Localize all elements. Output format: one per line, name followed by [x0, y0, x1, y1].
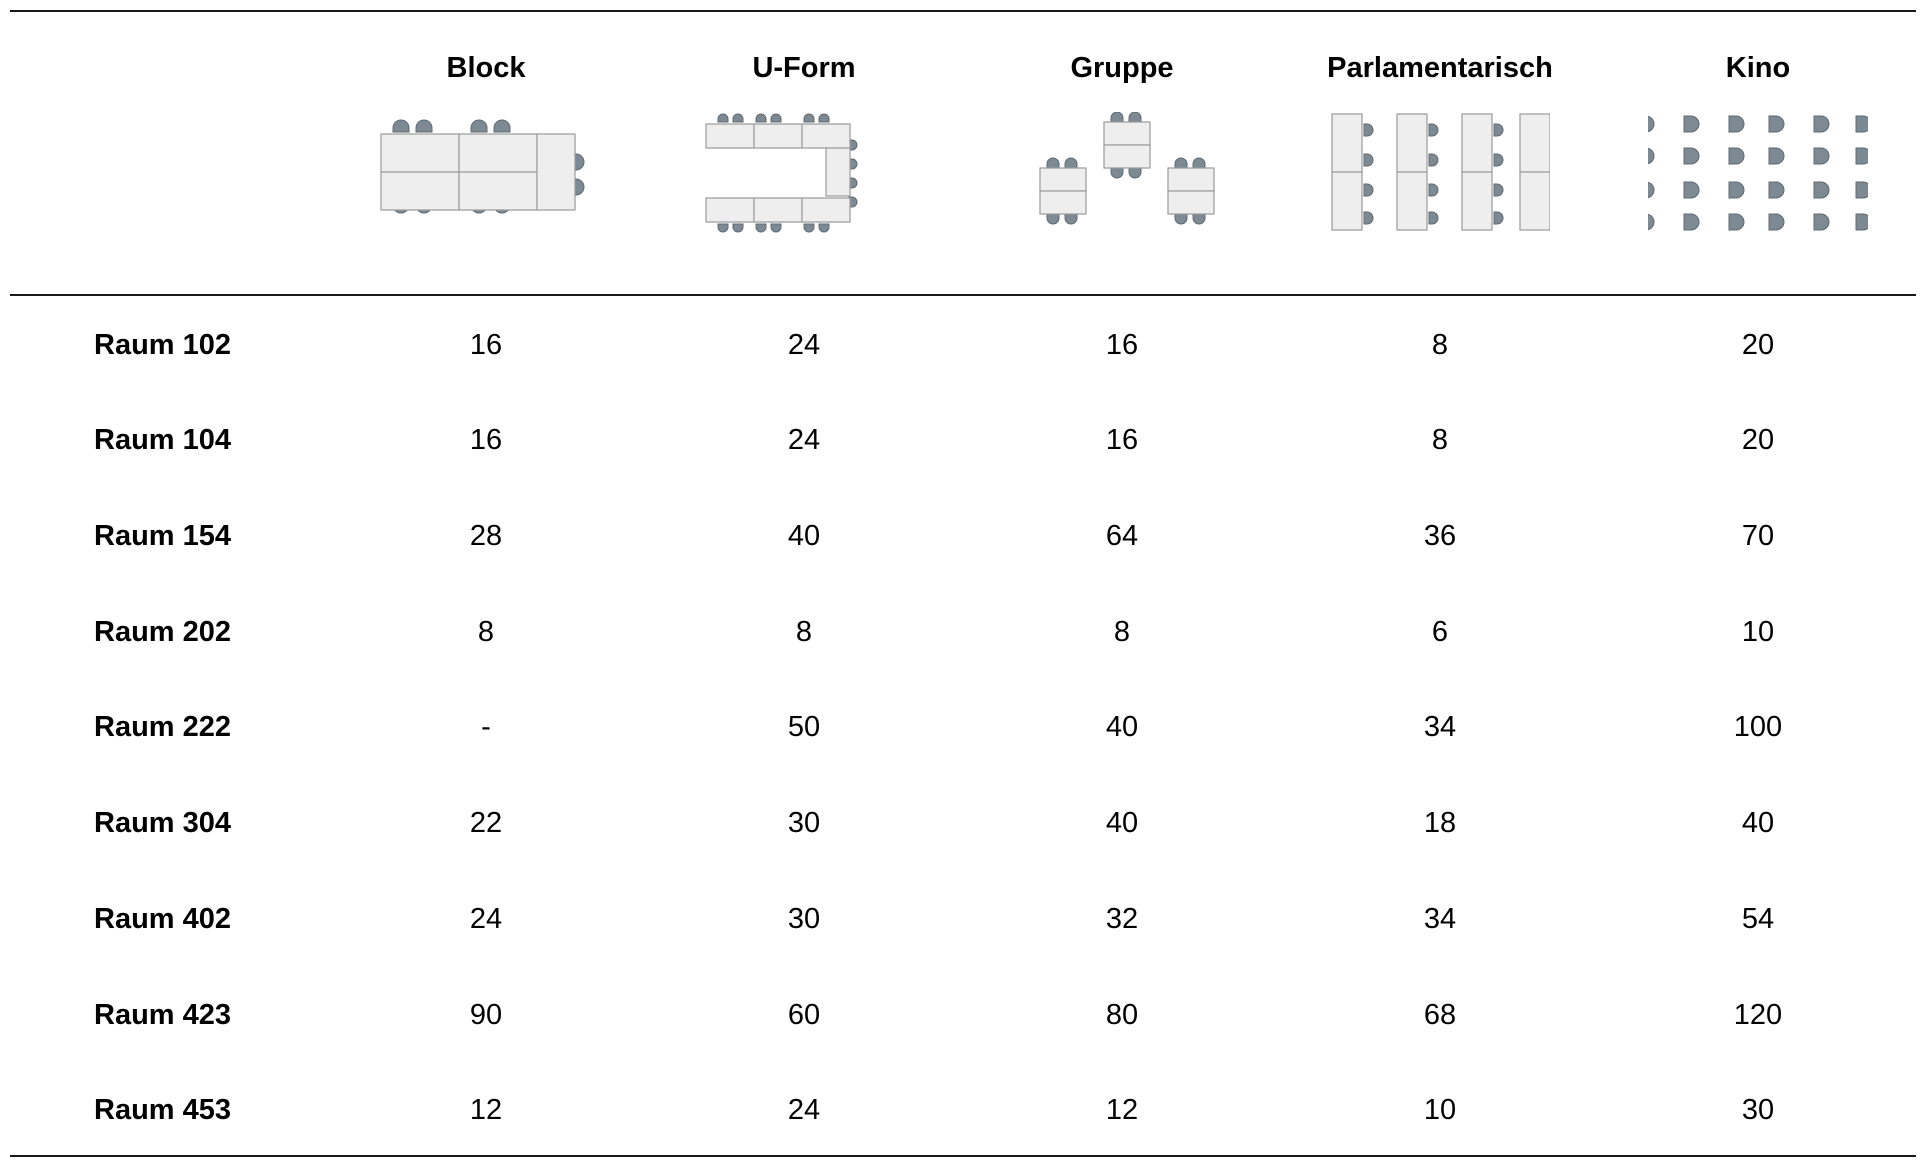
cell-block: -: [481, 711, 491, 743]
table-header: [0, 12, 1920, 294]
column-title: Block: [446, 52, 526, 84]
cell-parlamentarisch: 8: [1431, 424, 1449, 456]
cell-block: 8: [477, 616, 495, 648]
cell-kino: 100: [1733, 711, 1783, 743]
column-header-u-form: [654, 12, 954, 294]
cell-block: 24: [469, 903, 503, 935]
block-layout-icon: [376, 112, 596, 262]
column-title: Kino: [1725, 52, 1791, 84]
cell-parlamentarisch: 10: [1423, 1094, 1457, 1126]
cell-u-form: 24: [787, 424, 821, 456]
row-label: Raum 222: [94, 711, 232, 743]
row-label: Raum 154: [94, 520, 232, 552]
table-row: [0, 793, 1920, 853]
table-row: [0, 1080, 1920, 1140]
cell-block: 16: [469, 329, 503, 361]
cell-kino: 20: [1741, 424, 1775, 456]
cell-gruppe: 40: [1105, 711, 1139, 743]
cell-u-form: 50: [787, 711, 821, 743]
table-body: [0, 296, 1920, 1154]
table-row: [0, 985, 1920, 1045]
cell-parlamentarisch: 34: [1423, 903, 1457, 935]
u-form-layout-icon: [694, 112, 914, 262]
cell-block: 16: [469, 424, 503, 456]
cell-parlamentarisch: 8: [1431, 329, 1449, 361]
cell-kino: 20: [1741, 329, 1775, 361]
table-row: [0, 602, 1920, 662]
cinema-layout-icon: [1648, 112, 1868, 262]
cell-u-form: 24: [787, 329, 821, 361]
cell-block: 12: [469, 1094, 503, 1126]
cell-u-form: 40: [787, 520, 821, 552]
cell-parlamentarisch: 6: [1431, 616, 1449, 648]
cell-gruppe: 40: [1105, 807, 1139, 839]
cell-block: 22: [469, 807, 503, 839]
column-title: U-Form: [752, 52, 856, 84]
cell-block: 90: [469, 999, 503, 1031]
column-header-kino: [1608, 12, 1908, 294]
cell-parlamentarisch: 68: [1423, 999, 1457, 1031]
row-label: Raum 104: [94, 424, 232, 456]
cell-gruppe: 16: [1105, 424, 1139, 456]
column-title: Gruppe: [1070, 52, 1174, 84]
cell-kino: 30: [1741, 1094, 1775, 1126]
cell-parlamentarisch: 34: [1423, 711, 1457, 743]
cell-gruppe: 16: [1105, 329, 1139, 361]
row-label: Raum 423: [94, 999, 232, 1031]
column-header-parlamentarisch: [1290, 12, 1590, 294]
cell-block: 28: [469, 520, 503, 552]
table-row: [0, 315, 1920, 375]
cell-gruppe: 8: [1113, 616, 1131, 648]
table-row: [0, 506, 1920, 566]
cell-kino: 40: [1741, 807, 1775, 839]
cell-kino: 54: [1741, 903, 1775, 935]
cell-kino: 10: [1741, 616, 1775, 648]
cell-u-form: 30: [787, 807, 821, 839]
row-label: Raum 102: [94, 329, 232, 361]
cell-u-form: 24: [787, 1094, 821, 1126]
cell-gruppe: 64: [1105, 520, 1139, 552]
column-header-gruppe: [972, 12, 1272, 294]
cell-u-form: 30: [787, 903, 821, 935]
cell-u-form: 60: [787, 999, 821, 1031]
column-header-block: [336, 12, 636, 294]
group-layout-icon: [1012, 112, 1232, 262]
cell-gruppe: 80: [1105, 999, 1139, 1031]
parliamentary-layout-icon: [1330, 112, 1550, 262]
row-label: Raum 202: [94, 616, 232, 648]
cell-parlamentarisch: 18: [1423, 807, 1457, 839]
cell-gruppe: 12: [1105, 1094, 1139, 1126]
table-row: [0, 697, 1920, 757]
table-row: [0, 889, 1920, 949]
cell-parlamentarisch: 36: [1423, 520, 1457, 552]
row-label: Raum 304: [94, 807, 232, 839]
row-label: Raum 402: [94, 903, 232, 935]
table-row: [0, 410, 1920, 470]
cell-gruppe: 32: [1105, 903, 1139, 935]
table-bottom-rule: [10, 1155, 1916, 1157]
cell-u-form: 8: [795, 616, 813, 648]
column-title: Parlamentarisch: [1327, 52, 1553, 84]
cell-kino: 70: [1741, 520, 1775, 552]
row-label: Raum 453: [94, 1094, 232, 1126]
cell-kino: 120: [1733, 999, 1783, 1031]
